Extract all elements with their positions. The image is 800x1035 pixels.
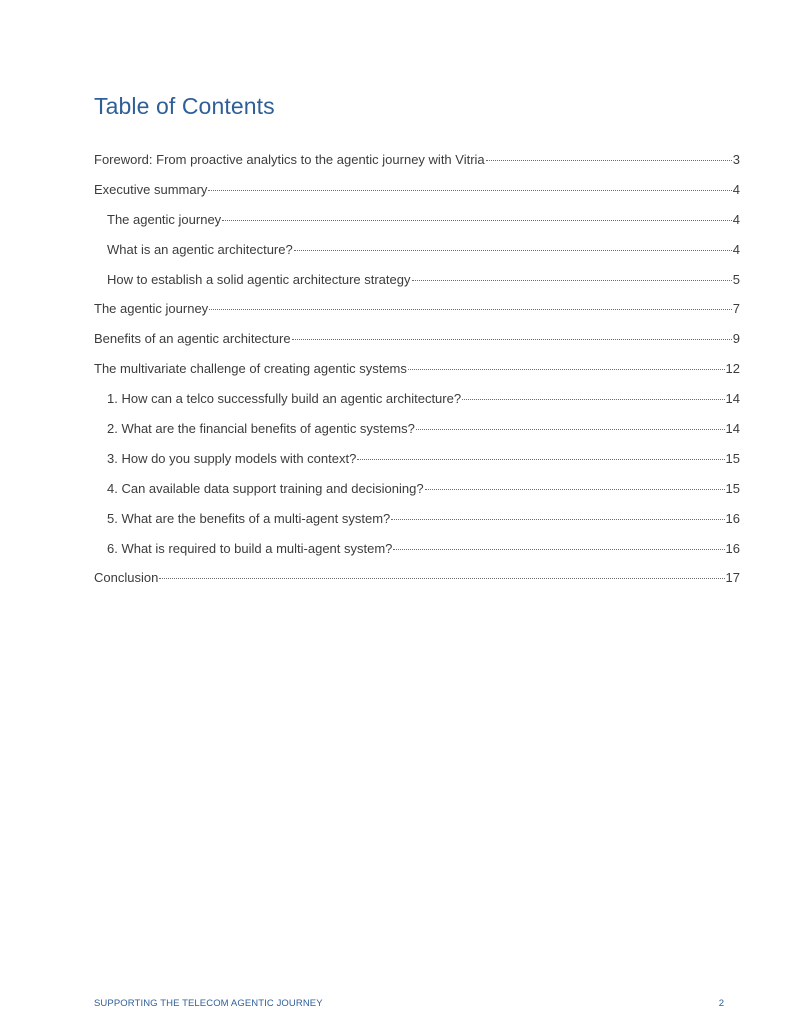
toc-dot-leader [408,369,725,370]
toc-entry-page-number: 16 [725,510,740,526]
toc-dot-leader [294,250,732,251]
toc-entry-text: 6. What is required to build a multi-agent system? [107,540,393,556]
toc-entry-page-number: 17 [725,570,740,586]
toc-entry-page-number: 16 [725,540,740,556]
toc-dot-leader [393,549,724,550]
toc-entry-page-number: 4 [732,241,740,257]
toc-dot-leader [159,578,724,579]
footer-page-number: 2 [718,998,724,1009]
toc-entry-text: Conclusion [94,570,159,586]
toc-entry[interactable] [94,212,740,242]
toc-entry[interactable] [94,182,740,212]
toc-entry-page-number: 5 [732,271,740,287]
toc-entry-text: The agentic journey [94,301,209,317]
toc-entry-text: What is an agentic architecture? [107,241,293,257]
toc-entry[interactable] [94,331,740,361]
toc-entry-text: The agentic journey [107,211,222,227]
toc-dot-leader [412,280,732,281]
toc-entry[interactable] [94,152,740,182]
toc-entry-text: 3. How do you supply models with context? [107,450,357,466]
toc-entry[interactable] [94,541,740,571]
toc-entry-text: How to establish a solid agentic architecture strategy [107,271,411,287]
toc-entry-text: Foreword: From proactive analytics to the agentic journey with Vitria [94,152,485,167]
toc-dot-leader [222,220,732,221]
toc-dot-leader [462,399,724,400]
toc-dot-leader [416,429,725,430]
toc-entry-page-number: 7 [732,301,740,317]
toc-entry-text: Executive summary [94,181,208,197]
toc-entry-text: 1. How can a telco successfully build an agentic architecture? [107,391,462,407]
toc-entry[interactable] [94,451,740,481]
toc-entry[interactable] [94,481,740,511]
page-title: Table of Contents [94,93,275,119]
toc-entry-page-number: 3 [732,152,740,167]
table-of-contents [94,152,740,600]
toc-entry-text: 4. Can available data support training and decisioning? [107,480,424,496]
toc-entry[interactable] [94,511,740,541]
toc-entry-page-number: 4 [732,181,740,197]
toc-dot-leader [357,459,724,460]
toc-entry[interactable] [94,272,740,302]
toc-entry-page-number: 9 [732,331,740,347]
toc-entry-page-number: 12 [725,361,740,377]
toc-entry-page-number: 4 [732,211,740,227]
toc-dot-leader [209,309,732,310]
toc-entry[interactable] [94,242,740,272]
toc-entry-text: The multivariate challenge of creating agentic systems [94,361,407,377]
toc-dot-leader [292,339,732,340]
toc-dot-leader [486,160,732,161]
toc-entry-page-number: 15 [725,450,740,466]
toc-dot-leader [391,519,724,520]
toc-dot-leader [208,190,731,191]
toc-entry[interactable] [94,301,740,331]
toc-entry[interactable] [94,570,740,600]
toc-entry-page-number: 14 [725,391,740,407]
toc-entry[interactable] [94,391,740,421]
toc-entry-text: 5. What are the benefits of a multi-agent system? [107,510,391,526]
toc-entry[interactable] [94,361,740,391]
footer-running-title: SUPPORTING THE TELECOM AGENTIC JOURNEY [94,998,323,1009]
toc-entry-page-number: 14 [725,421,740,437]
toc-entry[interactable] [94,421,740,451]
toc-entry-text: 2. What are the financial benefits of agentic systems? [107,421,415,437]
toc-dot-leader [425,489,725,490]
toc-entry-text: Benefits of an agentic architecture [94,331,291,347]
toc-entry-page-number: 15 [725,480,740,496]
